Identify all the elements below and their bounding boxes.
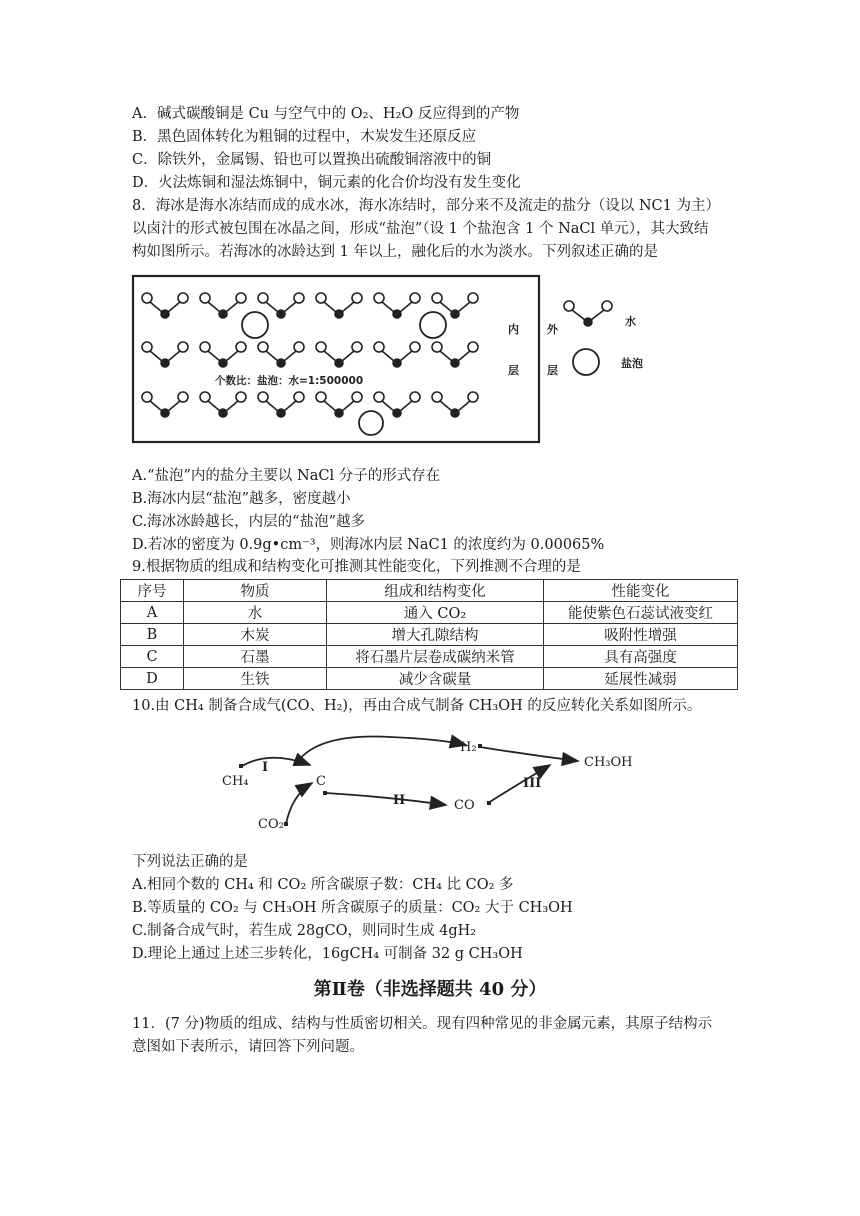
water-molecule [432,392,478,417]
label-ch4: CH₄ [222,774,249,789]
arrow-c-to-h2 [298,737,466,762]
legend-water-molecule [564,301,612,326]
q8-option-d: D.若冰的密度为 0.9g•cm⁻³，则海冰内层 NaC1 的浓度约为 0.00065% [132,537,605,553]
table-row [121,646,738,668]
table-header: 物质 [184,580,327,602]
water-molecule [258,392,304,417]
q8-stem-line-1: 8．海冰是海水冻结而成的成水冰，海水冻结时，部分来不及流走的盐分（设以 NC1 为主） [132,198,720,214]
label-step-1: I [262,760,269,775]
water-molecule [316,342,362,367]
salt-bubble [242,312,268,338]
table-cell: 将石墨片层卷成碳纳米管 [327,646,544,668]
arrow-co2-to-c [286,783,312,824]
q9-stem: 9.根据物质的组成和结构变化可推测其性能变化，下列推测不合理的是 [132,559,581,575]
table-cell: 生铁 [184,668,327,690]
water-molecule [374,293,420,318]
label-c: C [316,774,326,789]
q10-lead: 下列说法正确的是 [132,854,248,870]
table-cell: 增大孔隙结构 [327,624,544,646]
q8-option-c: C.海冰冰龄越长，内层的“盐泡”越多 [132,514,366,530]
q11-line-1: 11．(7 分)物质的组成、结构与性质密切相关。现有四种常见的非金属元素，其原子结构示 [132,1016,713,1032]
q7-option-b: B．黑色固体转化为粗铜的过程中，木炭发生还原反应 [132,129,477,145]
table-row [121,624,738,646]
label-co2: CO₂ [258,817,284,832]
water-molecule [432,342,478,367]
salt-bubble [359,411,383,435]
table-cell: 延展性减弱 [544,668,738,690]
q9-table [120,579,738,690]
water-molecule [142,342,188,367]
ratio-label: 个数比：盐泡：水=1:500000 [215,375,364,387]
table-header-row [121,580,738,602]
legend-salt-bubble [573,349,599,375]
label-co: CO [454,798,475,813]
arrow-h2-to-ch3oh [480,747,578,761]
label-h2: H₂ [460,740,477,755]
water-molecule [142,392,188,417]
label-ch3oh: CH₃OH [584,755,633,770]
water-molecule [374,342,420,367]
water-molecule [142,293,188,318]
water-molecule [374,392,420,417]
table-cell: A [121,602,184,624]
table-cell: D [121,668,184,690]
table-cell: 能使紫色石蕊试液变红 [544,602,738,624]
water-molecule [316,392,362,417]
q10-stem: 10.由 CH₄ 制备合成气(CO、H₂)，再由合成气制备 CH₃OH 的反应转化关系如图所示。 [132,698,702,714]
water-molecule [316,293,362,318]
water-molecule [200,342,246,367]
inner-label-1: 内 [508,323,519,336]
table-cell: 木炭 [184,624,327,646]
ice-box [133,276,539,442]
label-step-3: III [523,776,542,791]
water-molecule [200,293,246,318]
water-molecules [142,293,478,417]
part-two-heading: 第Ⅱ卷（非选择题共 40 分） [313,979,547,1000]
q11-line-2: 意图如下表所示，请回答下列问题。 [132,1039,364,1055]
q10-option-b: B.等质量的 CO₂ 与 CH₃OH 所含碳原子的质量：CO₂ 大于 CH₃OH [132,900,573,916]
q10-option-c: C.制备合成气时，若生成 28gCO，则同时生成 4gH₂ [132,923,477,939]
arrow-c-to-co [326,793,446,805]
table-cell: 通入 CO₂ [327,602,544,624]
table-row [121,602,738,624]
q7-option-a: A．碱式碳酸铜是 Cu 与空气中的 O₂、H₂O 反应得到的产物 [132,106,520,122]
table-cell: 石墨 [184,646,327,668]
table-cell: 水 [184,602,327,624]
outer-label-2: 层 [547,364,558,377]
table-cell: 吸附性增强 [544,624,738,646]
table-row [121,668,738,690]
q10-option-a: A.相同个数的 CH₄ 和 CO₂ 所含碳原子数：CH₄ 比 CO₂ 多 [132,877,514,893]
label-step-2: II [393,793,406,808]
water-molecule [258,342,304,367]
salt-bubble [420,312,446,338]
table-cell: 减少含碳量 [327,668,544,690]
q7-option-d: D．火法炼铜和湿法炼铜中，铜元素的化合价均没有发生变化 [132,175,521,191]
table-header: 组成和结构变化 [327,580,544,602]
q10-option-d: D.理论上通过上述三步转化，16gCH₄ 可制备 32 g CH₃OH [132,946,523,962]
table-cell: B [121,624,184,646]
inner-label-2: 层 [508,364,519,377]
q8-stem-line-2: 以卤汁的形式被包围在冰晶之间，形成“盐泡”（设 1 个盐泡含 1 个 NaCl 单元），其大致结 [132,221,709,237]
outer-label-1: 外 [547,323,558,336]
sea-ice-structure-diagram [125,270,665,450]
water-molecule [200,392,246,417]
q8-option-a: A.“盐泡”内的盐分主要以 NaCl 分子的形式存在 [132,468,441,484]
table-cell: 具有高强度 [544,646,738,668]
table-header: 性能变化 [544,580,738,602]
legend-bubble-label: 盐泡 [621,357,643,370]
syngas-conversion-diagram [210,725,660,840]
water-molecule [258,293,304,318]
table-cell: C [121,646,184,668]
table-header: 序号 [121,580,184,602]
legend-water-label: 水 [625,315,636,328]
q8-option-b: B.海冰内层“盐泡”越多，密度越小 [132,491,351,507]
q7-option-c: C．除铁外，金属锡、铅也可以置换出硫酸铜溶液中的铜 [132,152,492,168]
q8-stem-line-3: 构如图所示。若海冰的冰龄达到 1 年以上，融化后的水为淡水。下列叙述正确的是 [132,244,658,260]
